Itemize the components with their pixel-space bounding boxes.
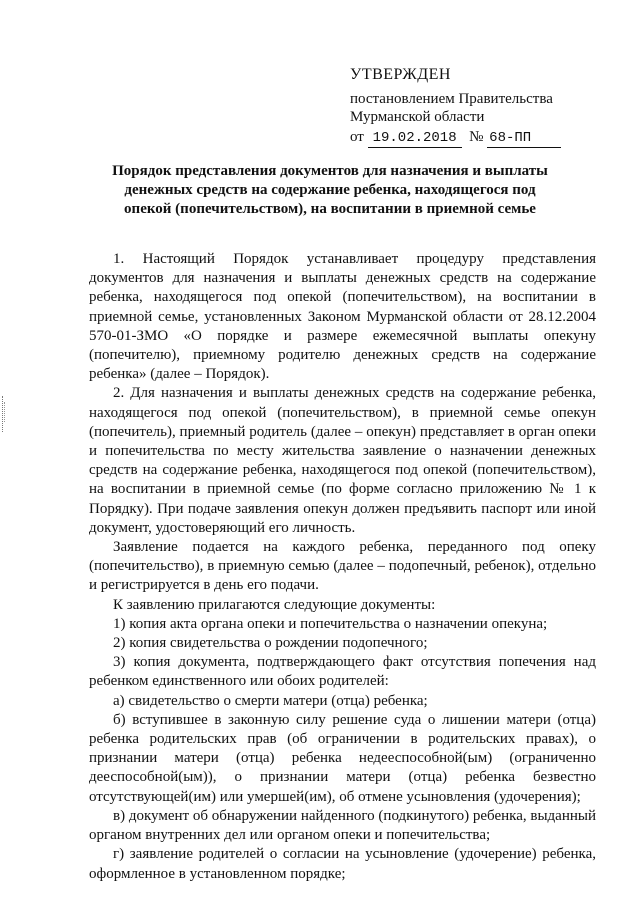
paragraph: г) заявление родителей о согласии на усыновление (удочерение) ребенка, оформленное в установленном порядке; (89, 846, 596, 882)
approval-date: 19.02.2018 (368, 129, 462, 148)
approval-block (350, 66, 590, 148)
approval-number-label: № (469, 129, 484, 145)
paragraph: в) документ об обнаружении найденного (подкинутого) ребенка, выданный органом внутренних дел или органом опеки и попечительства; (89, 807, 596, 844)
paragraph: 1. Настоящий Порядок устанавливает процедуру представления документов для назначения и выплаты денежных средств на содержание ребенка, находящегося под опекой (попечительством), на воспитании в приемной семье, установленных Законом Мурманской области от 28.12.2004 570-01-ЗМО «О порядке и размере ежемесячной выплаты опекуну (попечителю), приемному родителю денежных средств на содержание ребенка» (далее – Порядок). (89, 251, 596, 383)
scan-margin-mark (4, 402, 9, 422)
paragraph: Заявление подается на каждого ребенка, переданного под опеку (попечительство), в приемную семью (далее – подопечный, ребенок), отдельно и регистрируется в день его подачи. (89, 539, 596, 594)
paragraph: б) вступившее в законную силу решение суда о лишении матери (отца) ребенка родительских прав (об ограничении в родительских правах), о признании матери (отца) ребенка недееспособной(ым) (ограниченно дееспособной(ым)), о признании матери (отца) ребенка безвестно отсутствующей(им) или умершей(им), об отмене усыновления (удочерения); (89, 711, 596, 805)
approval-line-1: постановлением Правительства (350, 91, 553, 107)
paragraph: К заявлению прилагаются следующие документы: (113, 596, 436, 613)
approval-from-label: от (350, 129, 364, 145)
approval-line-2: Мурманской области (350, 109, 485, 125)
paragraph: 1) копия акта органа опеки и попечительства о назначении опекуна; (113, 615, 548, 632)
paragraph: 2. Для назначения и выплаты денежных средств на содержание ребенка, находящегося под опекой (попечительством), в приемной семье опекун (попечитель), приемный родитель (далее – опекун) представляет в орган опеки и попечительства по месту жительства заявление о назначении денежных средств на содержание ребенка, находящегося под опекой (попечительством), на воспитании в приемной семье (по форме согласно приложению № 1 к Порядку). При подаче заявления опекун должен предъявить паспорт или иной документ, удостоверяющий его личность. (89, 385, 596, 536)
paragraph: а) свидетельство о смерти матери (отца) ребенка; (113, 692, 428, 709)
document-body (89, 250, 596, 884)
approval-date-row (350, 128, 590, 148)
approval-number: 68-ПП (487, 129, 561, 148)
paragraph: 2) копия свидетельства о рождении подопечного; (113, 635, 428, 652)
paragraph: 3) копия документа, подтверждающего факт отсутствия попечения над ребенком единственного или обоих родителей: (89, 654, 596, 690)
document-title: Порядок представления документов для назначения и выплаты денежных средств на содержание ребенка, находящегося под опекой (попечительством), на воспитании в приемной семье (112, 163, 548, 217)
approval-title: УТВЕРЖДЕН (350, 66, 451, 83)
